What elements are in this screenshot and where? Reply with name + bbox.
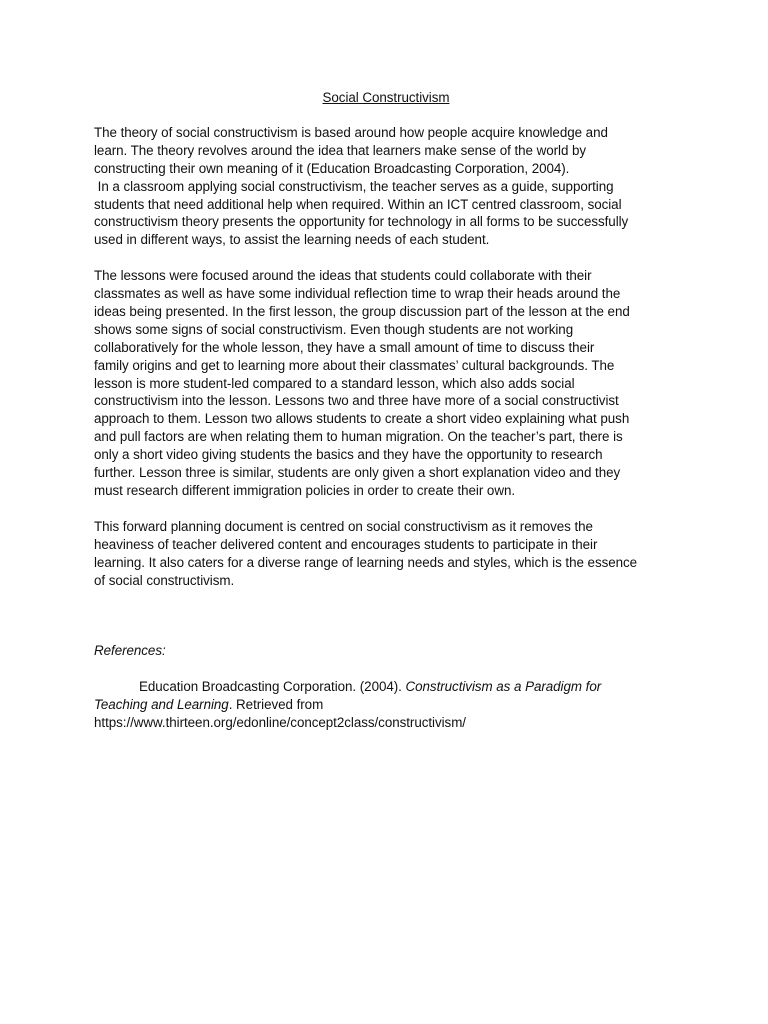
reference-retrieved: . Retrieved from <box>228 697 324 713</box>
paragraph-line: approach to them. Lesson two allows students to create a short video explaining what push <box>94 411 630 427</box>
document-body <box>94 89 678 732</box>
paragraph-line: This forward planning document is centred on social constructivism as it removes the <box>94 518 593 534</box>
paragraph-line: family origins and get to learning more about their classmates’ cultural backgrounds. The <box>94 357 615 373</box>
paragraph-line: constructing their own meaning of it (Education Broadcasting Corporation, 2004). <box>94 160 570 176</box>
paragraph-line: collaboratively for the whole lesson, they have a small amount of time to discuss their <box>94 339 595 355</box>
paragraph-3 <box>94 518 678 590</box>
reference-title-part2: Teaching and Learning <box>94 697 229 713</box>
paragraph-line: of social constructivism. <box>94 572 235 588</box>
paragraph-line: The lessons were focused around the ideas that students could collaborate with their <box>94 268 592 284</box>
paragraph-line: shows some signs of social constructivism. Even though students are not working <box>94 321 574 337</box>
paragraph-line: The theory of social constructivism is based around how people acquire knowledge and <box>94 124 608 140</box>
reference-url: https://www.thirteen.org/edonline/concept2class/constructivism/ <box>94 715 466 731</box>
paragraph-line: constructivism theory presents the opportunity for technology in all forms to be successfully <box>94 214 629 230</box>
paragraph-line: lesson is more student-led compared to a standard lesson, which also adds social <box>94 375 575 391</box>
reference-title-part1: Constructivism as a Paradigm for <box>405 679 602 695</box>
reference-author-year: Education Broadcasting Corporation. (2004). <box>139 679 406 695</box>
paragraph-1 <box>94 124 678 249</box>
paragraph-line: classmates as well as have some individual reflection time to wrap their heads around the <box>94 286 621 302</box>
paragraph-line: learning. It also caters for a diverse range of learning needs and styles, which is the essence <box>94 554 638 570</box>
reference-line <box>94 678 678 696</box>
paragraph-line: only a short video giving students the basics and they have the opportunity to research <box>94 447 603 463</box>
paragraph-line: students that need additional help when required. Within an ICT centred classroom, social <box>94 196 622 212</box>
paragraph-line: heaviness of teacher delivered content and encourages students to participate in their <box>94 536 598 552</box>
paragraph-line: must research different immigration policies in order to create their own. <box>94 483 516 499</box>
paragraph-line: learn. The theory revolves around the idea that learners make sense of the world by <box>94 142 587 158</box>
paragraph-line: constructivism into the lesson. Lessons two and three have more of a social constructivist <box>94 393 619 409</box>
paragraph-line: used in different ways, to assist the learning needs of each student. <box>94 232 490 248</box>
paragraph-line: ideas being presented. In the first lesson, the group discussion part of the lesson at the end <box>94 303 630 319</box>
references-heading: References: <box>94 643 166 659</box>
paragraph-line: In a classroom applying social constructivism, the teacher serves as a guide, supporting <box>94 178 614 194</box>
paragraph-2 <box>94 267 678 500</box>
reference-entry <box>94 678 678 732</box>
paragraph-line: and pull factors are when relating them to human migration. On the teacher’s part, there is <box>94 429 623 445</box>
paragraph-line: further. Lesson three is similar, students are only given a short explanation video and they <box>94 465 621 481</box>
reference-line <box>94 696 678 714</box>
document-title: Social Constructivism <box>322 90 450 105</box>
